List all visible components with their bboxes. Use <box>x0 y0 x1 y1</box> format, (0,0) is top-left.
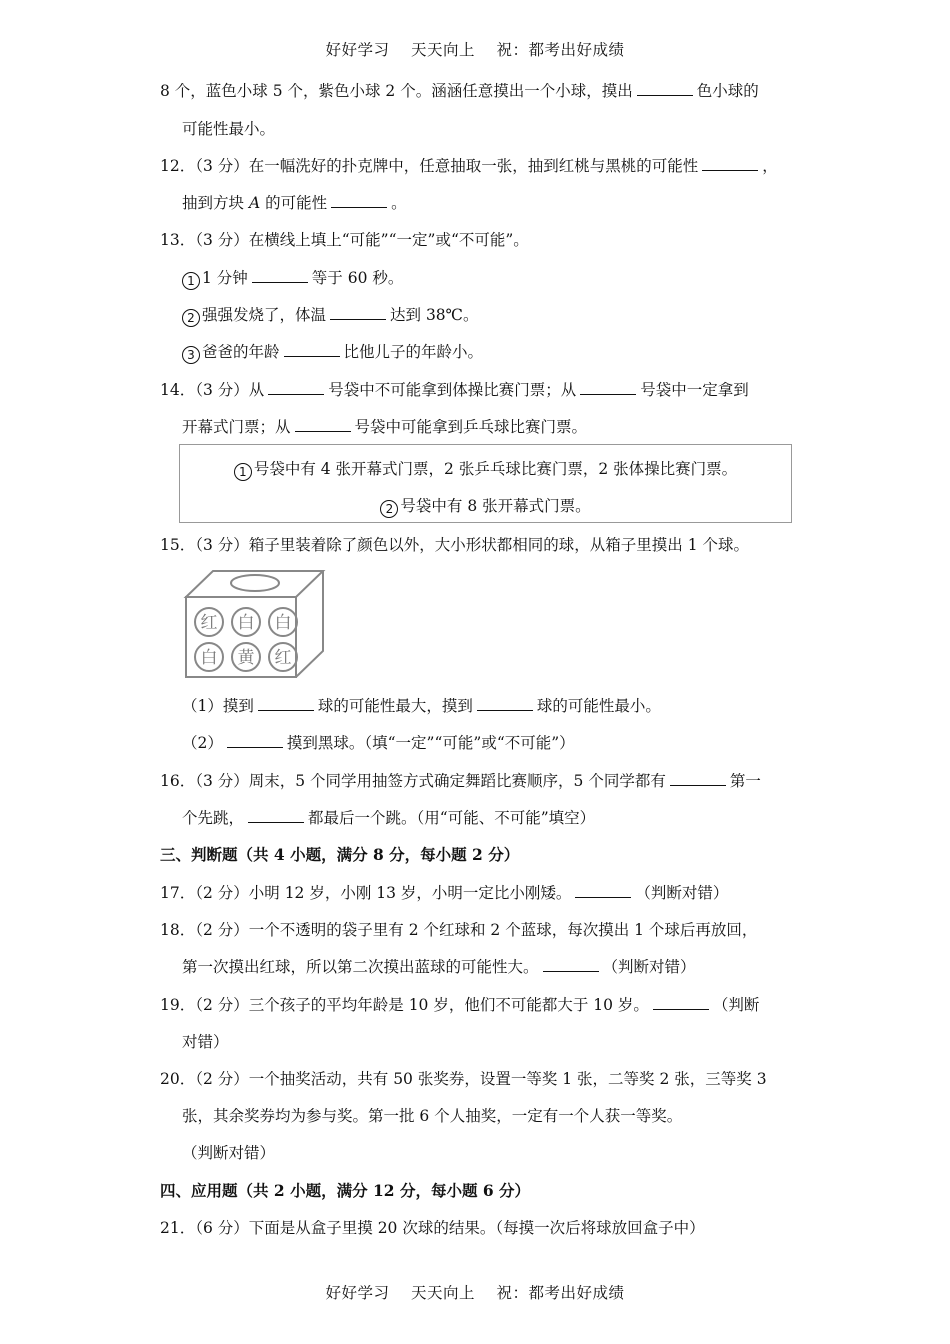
q14-box-row-2: 2 号袋中有 8 张开幕式门票。 <box>180 494 791 518</box>
answer-blank[interactable] <box>653 995 709 1010</box>
q14-info-box <box>179 444 792 523</box>
page-footer <box>0 1281 950 1303</box>
ball-label: 白 <box>200 648 218 668</box>
q19-line1: 19．（2 分）三个孩子的平均年龄是 10 岁，他们不可能都大于 10 岁。 （判断 <box>160 996 760 1014</box>
q11-line2: 可能性最小。 <box>182 120 276 138</box>
ball-box-figure <box>183 569 328 683</box>
q13-item-1: 1 1 分钟 等于 60 秒。 <box>182 268 403 290</box>
q15-sub1: （1）摸到 球的可能性最大，摸到 球的可能性最小。 <box>182 697 661 715</box>
footer-text: 祝：都考出好成绩 <box>496 1284 625 1302</box>
answer-blank[interactable] <box>295 417 351 432</box>
answer-blank[interactable] <box>575 883 631 898</box>
answer-blank[interactable] <box>331 193 387 208</box>
answer-blank[interactable] <box>252 268 308 283</box>
answer-blank[interactable] <box>637 81 693 96</box>
q16-line1: 16．（3 分）周末，5 个同学用抽签方式确定舞蹈比赛顺序，5 个同学都有 第一 <box>160 772 761 790</box>
q12-line2: 抽到方块 A 的可能性 。 <box>182 194 407 212</box>
q13-stem: 13．（3 分）在横线上填上“可能”“一定”或“不可能”。 <box>160 231 529 249</box>
footer-text: 天天向上 <box>410 1284 475 1302</box>
circled-number: 1 <box>234 463 252 481</box>
answer-blank[interactable] <box>477 696 533 711</box>
section-heading: 三、判断题（共 4 小题，满分 8 分，每小题 2 分） <box>160 845 520 864</box>
q18-line1: 18．（2 分）一个不透明的袋子里有 2 个红球和 2 个蓝球，每次摸出 1 个球后再放回， <box>160 921 758 939</box>
q13-item-3: 3 爸爸的年龄 比他儿子的年龄小。 <box>182 342 483 364</box>
circled-number: 2 <box>380 500 398 518</box>
answer-blank[interactable] <box>580 380 636 395</box>
answer-blank[interactable] <box>268 380 324 395</box>
q15-sub2: （2） 摸到黑球。（填“一定”“可能”或“不可能”） <box>182 734 575 752</box>
q17-line: 17．（2 分）小明 12 岁，小刚 13 岁，小明一定比小刚矮。 （判断对错） <box>160 884 729 902</box>
answer-blank[interactable] <box>670 771 726 786</box>
page-header <box>0 38 950 60</box>
q14-line2: 开幕式门票；从 号袋中可能拿到乒乓球比赛门票。 <box>182 418 588 436</box>
answer-blank[interactable] <box>227 733 283 748</box>
footer-text: 好好学习 <box>325 1284 390 1302</box>
q15-stem: 15．（3 分）箱子里装着除了颜色以外，大小形状都相同的球，从箱子里摸出 1 个球。 <box>160 536 749 554</box>
box-illustration <box>183 569 328 679</box>
answer-blank[interactable] <box>284 342 340 357</box>
q20-line1: 20．（2 分）一个抽奖活动，共有 50 张奖券，设置一等奖 1 张，二等奖 2 张，三等奖 3 <box>160 1070 767 1088</box>
q20-line2: 张，其余奖券均为参与奖。第一批 6 个人抽奖，一定有一个人获一等奖。 <box>182 1107 683 1125</box>
q20-line3: （判断对错） <box>182 1144 276 1162</box>
circled-number: 3 <box>182 346 200 364</box>
q11-line1: 8 个，蓝色小球 5 个，紫色小球 2 个。涵涵任意摸出一个小球，摸出 色小球的 <box>160 82 759 100</box>
header-text: 祝：都考出好成绩 <box>496 41 625 59</box>
ball-label: 白 <box>274 613 292 633</box>
section-heading: 四、应用题（共 2 小题，满分 12 分，每小题 6 分） <box>160 1181 531 1200</box>
header-text: 好好学习 <box>325 41 390 59</box>
answer-blank[interactable] <box>330 305 386 320</box>
circled-number: 1 <box>182 272 200 290</box>
answer-blank[interactable] <box>702 156 758 171</box>
q21-line: 21．（6 分）下面是从盒子里摸 20 次球的结果。（每摸一次后将球放回盒子中） <box>160 1219 705 1237</box>
q14-line1: 14．（3 分）从 号袋中不可能拿到体操比赛门票；从 号袋中一定拿到 <box>160 381 749 399</box>
q13-item-2: 2 强强发烧了，体温 达到 38℃。 <box>182 305 479 327</box>
header-text: 天天向上 <box>410 41 475 59</box>
q12-line1: 12．（3 分）在一幅洗好的扑克牌中，任意抽取一张，抽到红桃与黑桃的可能性 ， <box>160 157 778 175</box>
q19-line2: 对错） <box>182 1033 229 1051</box>
ball-label: 白 <box>237 613 255 633</box>
answer-blank[interactable] <box>543 957 599 972</box>
answer-blank[interactable] <box>248 808 304 823</box>
ball-label: 黄 <box>237 648 255 668</box>
circled-number: 2 <box>182 309 200 327</box>
answer-blank[interactable] <box>258 696 314 711</box>
q16-line2: 个先跳， 都最后一个跳。（用“可能、不可能”填空） <box>182 809 596 827</box>
q14-box-row-1: 1 号袋中有 4 张开幕式门票，2 张乒乓球比赛门票，2 张体操比赛门票。 <box>180 457 791 481</box>
ball-label: 红 <box>274 648 292 668</box>
ball-label: 红 <box>200 613 218 633</box>
q18-line2: 第一次摸出红球，所以第二次摸出蓝球的可能性大。 （判断对错） <box>182 958 696 976</box>
